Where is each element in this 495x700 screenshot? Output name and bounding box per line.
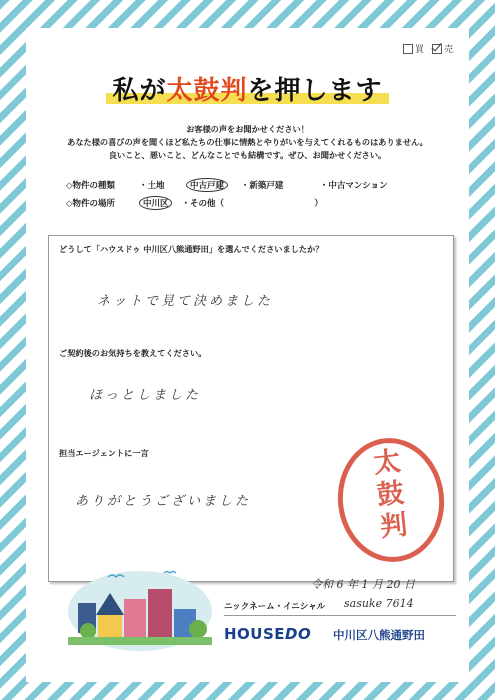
answer-3[interactable]: ありがとうございました (75, 494, 252, 509)
property-type-option-land[interactable]: ・土地 (138, 181, 165, 191)
stamp-char-1: 太 (372, 445, 403, 480)
property-type-row (66, 178, 388, 192)
checkbox-buy-label: 買 (414, 45, 424, 55)
buy-sell-checkboxes (403, 42, 453, 55)
town-illustration (68, 563, 212, 653)
signed-date[interactable]: 令和 6 年 1 月 20 日 (311, 578, 415, 591)
title-accent: 太鼓判 (166, 76, 248, 106)
tree-icon (80, 623, 96, 639)
brand-logo (224, 625, 311, 643)
brand-logo-name: HOUSE (224, 625, 286, 643)
property-type-option-used-house[interactable]: 中古戸建 (186, 178, 228, 192)
title-post: を押します (247, 76, 383, 106)
nickname-underline (224, 615, 456, 616)
question-1: どうして「ハウスドゥ 中川区八熊通野田」を選んでくださいましたか？ (59, 244, 324, 254)
page-title (106, 70, 388, 107)
title-wrap (26, 70, 469, 107)
property-location-other[interactable]: ・その他（ (181, 199, 224, 209)
building-icon (148, 589, 172, 637)
ground (68, 637, 212, 645)
checkbox-sell[interactable] (432, 42, 453, 55)
intro-line-1: お客様の声をお聞かせください！ (186, 124, 309, 134)
brand-logo-accent: DO (285, 625, 312, 643)
nickname-value[interactable]: sasuke 7614 (344, 597, 414, 610)
answer-1[interactable]: ネットで見て決めました (97, 294, 274, 309)
property-location-other-close: ） (314, 199, 323, 209)
stamp-char-2: 鼓 (375, 477, 406, 512)
intro-text (26, 123, 469, 162)
house-icon (98, 615, 122, 637)
checkbox-buy-box[interactable] (403, 44, 413, 54)
answer-2[interactable]: ほっとしました (89, 388, 202, 403)
property-location-label: ◇物件の場所 (66, 199, 116, 209)
stamp-char-3: 判 (378, 509, 409, 544)
tree-icon (189, 620, 207, 638)
property-location-row (66, 196, 323, 210)
survey-card (26, 28, 469, 682)
property-type-label: ◇物件の種類 (66, 181, 116, 191)
checkbox-sell-box[interactable] (432, 44, 442, 54)
nickname-label: ニックネーム・イニシャル (224, 602, 326, 612)
property-location-value[interactable]: 中川区 (139, 196, 173, 210)
branch-name: 中川区八熊通野田 (333, 628, 425, 642)
question-2: ご契約後のお気持ちを教えてください。 (59, 348, 207, 358)
title-pre: 私が (112, 76, 167, 106)
property-type-option-used-mansion[interactable]: ・中古マンション (319, 181, 388, 191)
question-3: 担当エージェントに一言 (59, 448, 149, 458)
checkbox-buy[interactable] (403, 42, 424, 55)
bird-icon (164, 572, 176, 574)
intro-line-2: あなた様の喜びの声を聞くほど私たちの仕事に情熱とやりがいを与えてくれるものはありません。 (67, 137, 428, 147)
intro-line-3: 良いこと、悪いこと、どんなことでも結構です。ぜひ、お聞かせください。 (108, 150, 387, 160)
property-type-option-new-house[interactable]: ・新築戸建 (240, 181, 284, 191)
checkbox-sell-label: 売 (443, 45, 453, 55)
building-icon (124, 599, 146, 637)
